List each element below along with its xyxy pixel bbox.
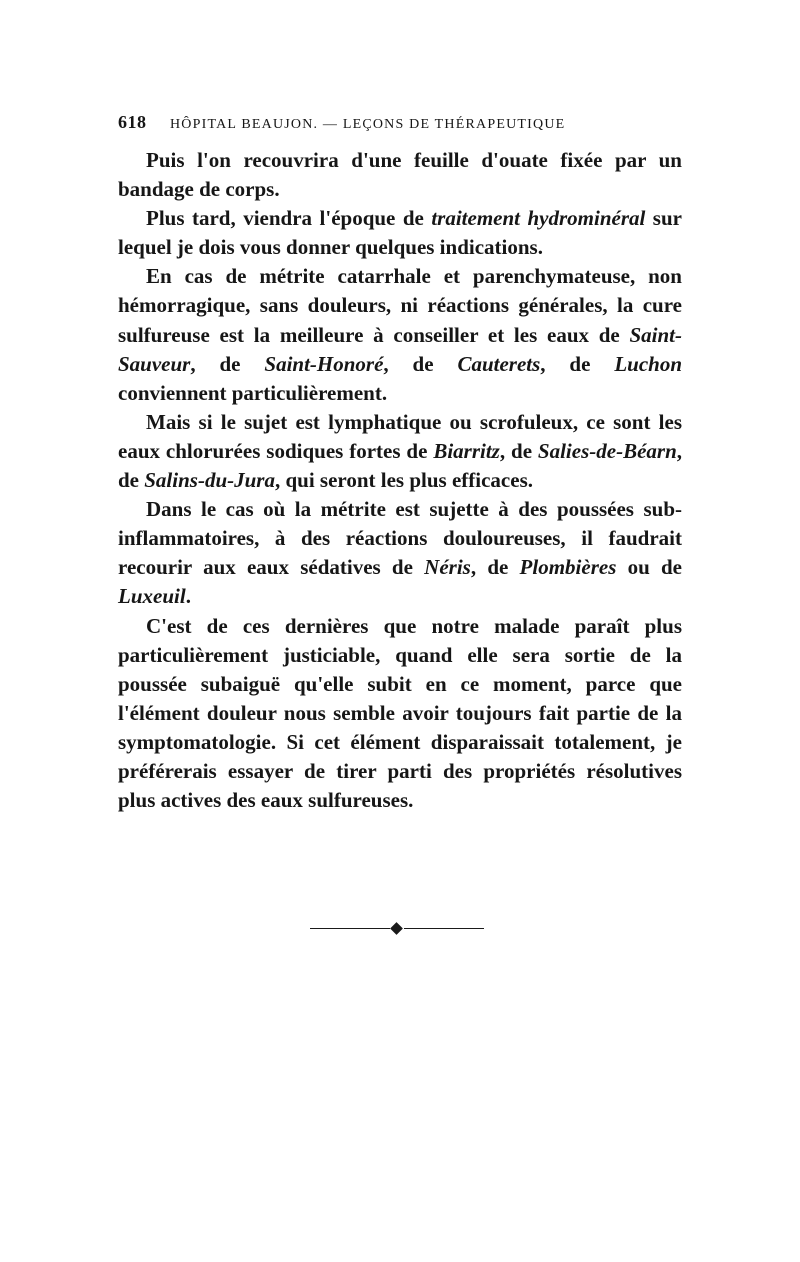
paragraph-3 <box>118 262 682 407</box>
italic-term: Biarritz <box>433 438 500 463</box>
italic-term: Salins-du-Jura <box>144 468 275 493</box>
ornament-rule-right <box>404 928 484 929</box>
text-run: Mais si le sujet est lymphatique ou scrofuleux, ce sont les eaux chlorurées sodiques fortes de <box>118 409 682 463</box>
italic-term: Luxeuil <box>118 584 186 609</box>
text-run: , de <box>190 351 265 376</box>
text-run: , de <box>540 351 615 376</box>
paragraph-4 <box>118 408 682 495</box>
text-run: Puis l'on recouvrira d'une feuille d'ouate fixée par un bandage de corps. <box>118 148 682 202</box>
text-run: C'est de ces dernières que notre malade paraît plus particulièrement justiciable, quand elle sera sortie de la poussée subaiguë qu'elle subit en ce moment, parce que l'élément douleur nous semble avoir toujours fait partie de la symptomatologie. Si cet élément disparaissait totalement, je préférerais essayer de tirer parti des propriétés résolutives plus actives des eaux sulfureuses. <box>118 613 682 813</box>
italic-term: Saint-Honoré <box>264 351 384 376</box>
italic-term: Salies-de-Béarn <box>537 438 677 463</box>
ornament-rule-left <box>310 928 390 929</box>
italic-term: Cauterets <box>457 351 541 376</box>
text-run: , qui seront les plus efficaces. <box>274 468 533 493</box>
end-ornament <box>310 923 484 935</box>
italic-term: traitement hydrominéral <box>431 206 646 231</box>
text-run: En cas de métrite catarrhale et parenchymateuse, non hémorragique, sans douleurs, ni réactions générales, la cure sulfureuse est la meilleure à conseiller et les eaux de <box>118 264 682 347</box>
text-run: Dans le cas où la métrite est sujette à des poussées sub-inflammatoires, à des réactions douloureuses, il faudrait recourir aux eaux sédatives de <box>118 497 682 580</box>
text-run: sur lequel je dois vous donner quelques indications. <box>118 206 682 260</box>
running-head <box>118 112 682 146</box>
italic-term: Néris <box>424 555 471 580</box>
body-text <box>118 146 682 815</box>
paragraph-6 <box>118 612 682 816</box>
text-run: . <box>185 584 191 609</box>
text-run: conviennent particulièrement. <box>118 380 388 405</box>
italic-term: Plombières <box>519 555 617 580</box>
running-title: HÔPITAL BEAUJON. — LEÇONS DE THÉRAPEUTIQUE <box>170 117 566 132</box>
diamond-ornament-icon <box>390 922 403 935</box>
text-run: , de <box>470 555 520 580</box>
paragraph-5 <box>118 495 682 611</box>
text-run: , de <box>499 438 538 463</box>
document-page <box>118 112 682 815</box>
text-run: , de <box>118 438 682 493</box>
paragraph-2 <box>118 204 682 262</box>
page-number: 618 <box>118 112 147 132</box>
text-run: ou de <box>616 555 683 580</box>
text-run: , de <box>383 351 458 376</box>
italic-term: Saint-Sauveur <box>118 322 682 376</box>
paragraph-1 <box>118 146 682 204</box>
text-run: Plus tard, viendra l'époque de <box>146 206 432 231</box>
italic-term: Luchon <box>614 351 683 376</box>
